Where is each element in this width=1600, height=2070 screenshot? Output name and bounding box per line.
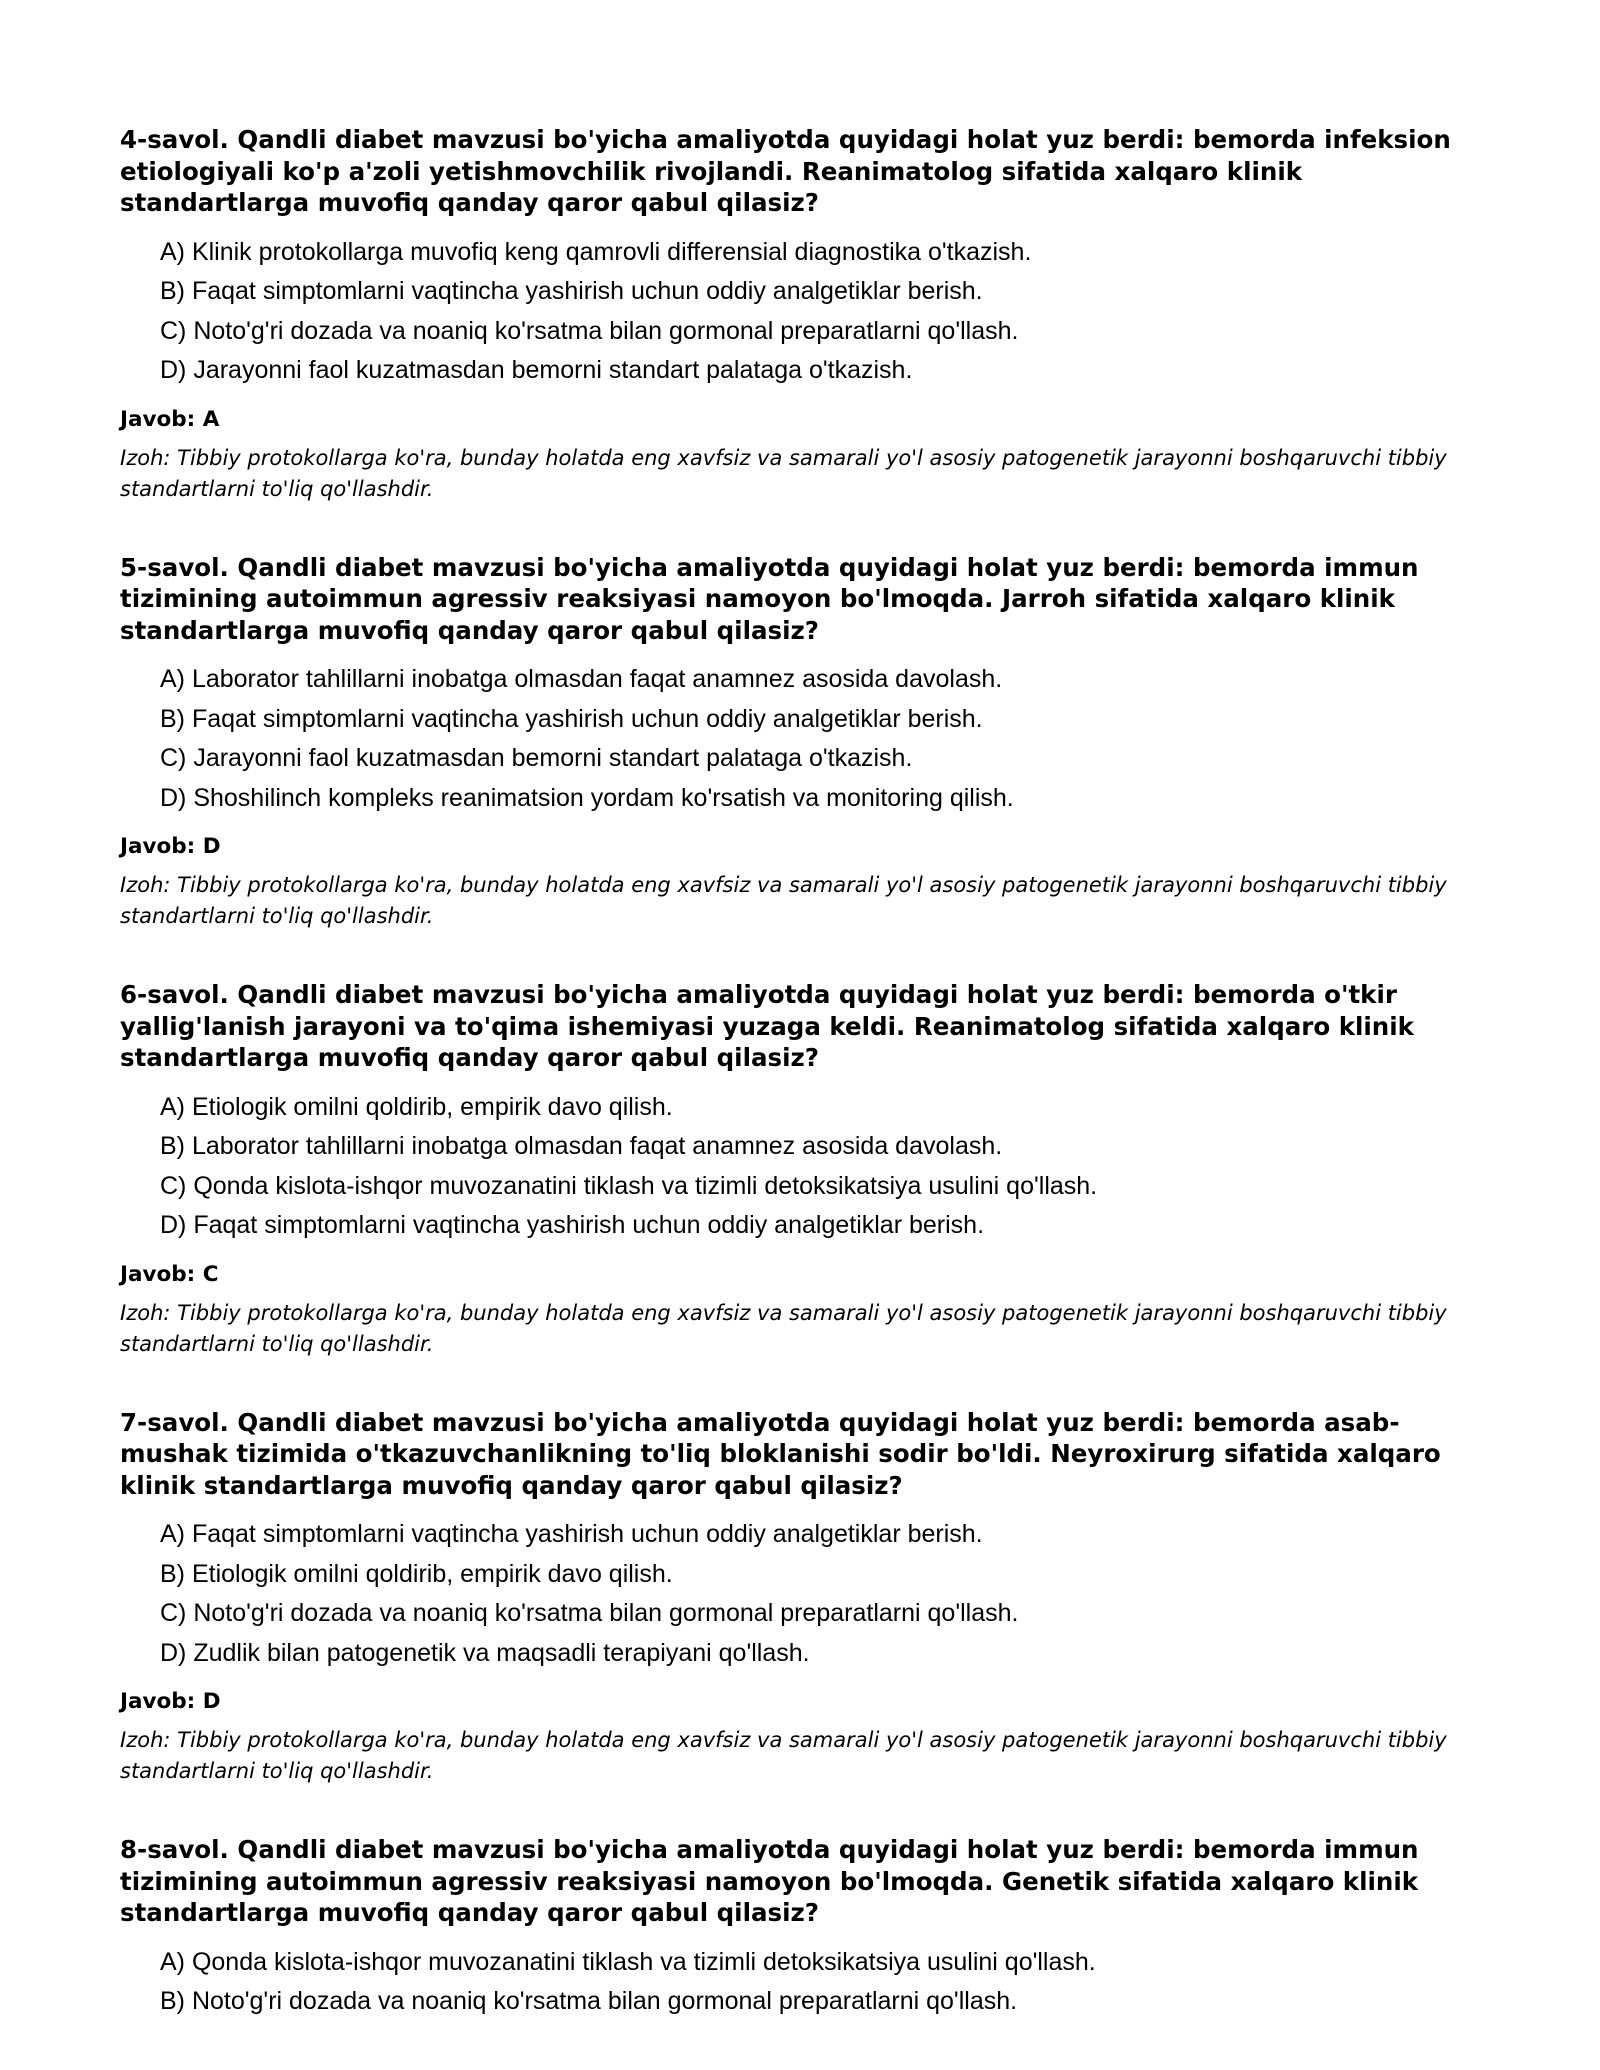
option-b: B) Etiologik omilni qoldirib, empirik davo qilish. [160, 1559, 673, 1588]
option-a: A) Qonda kislota-ishqor muvozanatini tiklash va tizimli detoksikatsiya usulini qo'llash. [160, 1947, 1096, 1976]
option-c: C) Jarayonni faol kuzatmasdan bemorni standart palataga o'tkazish. [160, 744, 913, 772]
option-c: C) Qonda kislota-ishqor muvozanatini tiklash va tizimli detoksikatsiya usulini qo'llash. [160, 1171, 1098, 1200]
option-d: D) Jarayonni faol kuzatmasdan bemorni standart palataga o'tkazish. [160, 356, 913, 384]
explanation-note: Izoh: Tibbiy protokollarga ko'ra, bunday holatda eng xavfsiz va samarali yo'l asosiy patogenetik jarayonni boshqaruvchi tibbiy standartlarni to'liq qo'llashdir. [120, 1728, 1447, 1783]
question-title: 4-savol. Qandli diabet mavzusi bo'yicha amaliyotda quyidagi holat yuz berdi: bemorda infeksion etiologiyali ko'p a'zoli yetishmovchilik rivojlandi. Reanimatolog sifatida xalqaro klinik standartlarga muvofiq qanday qaror qabul qilasiz? [120, 125, 1451, 217]
option-b: B) Laborator tahlillarni inobatga olmasdan faqat anamnez asosida davolash. [160, 1132, 1003, 1160]
answer-label: Javob: C [120, 1261, 219, 1287]
answer-label: Javob: A [120, 406, 220, 432]
option-d: D) Shoshilinch kompleks reanimatsion yordam ko'rsatish va monitoring qilish. [160, 783, 1014, 812]
option-a: A) Faqat simptomlarni vaqtincha yashirish uchun oddiy analgetiklar berish. [160, 1520, 983, 1548]
question-title: 5-savol. Qandli diabet mavzusi bo'yicha amaliyotda quyidagi holat yuz berdi: bemorda immun tizimining autoimmun agressiv reaksiyasi namoyon bo'lmoqda. Jarroh sifatida xalqaro klinik standartlarga muvofiq qanday qaror qabul qilasiz? [120, 552, 1419, 645]
options-list [120, 660, 1480, 818]
option-a: A) Klinik protokollarga muvofiq keng qamrovli differensial diagnostika o'tkazish. [160, 237, 1032, 266]
question-title: 7-savol. Qandli diabet mavzusi bo'yicha amaliyotda quyidagi holat yuz berdi: bemorda asab-mushak tizimida o'tkazuvchanlikning to'liq bloklanishi sodir bo'ldi. Neyroxirurg sifatida xalqaro klinik standartlarga muvofiq qanday qaror qabul qilasiz? [120, 1407, 1441, 1500]
question-5 [120, 552, 1480, 933]
document-page [120, 124, 1480, 2069]
option-b: B) Noto'g'ri dozada va noaniq ko'rsatma bilan gormonal preparatlarni qo'llash. [160, 1987, 1018, 2015]
explanation-note: Izoh: Tibbiy protokollarga ko'ra, bunday holatda eng xavfsiz va samarali yo'l asosiy patogenetik jarayonni boshqaruvchi tibbiy standartlarni to'liq qo'llashdir. [120, 873, 1447, 928]
option-b: B) Faqat simptomlarni vaqtincha yashirish uchun oddiy analgetiklar berish. [160, 704, 983, 733]
question-6 [120, 979, 1480, 1360]
options-list [120, 1088, 1480, 1246]
option-d: D) Faqat simptomlarni vaqtincha yashirish uchun oddiy analgetiklar berish. [160, 1211, 985, 1239]
options-list [120, 1515, 1480, 1673]
question-7 [120, 1407, 1480, 1788]
option-d: D) Zudlik bilan patogenetik va maqsadli terapiyani qo'llash. [160, 1638, 810, 1667]
option-a: A) Etiologik omilni qoldirib, empirik davo qilish. [160, 1092, 673, 1121]
option-a: A) Laborator tahlillarni inobatga olmasdan faqat anamnez asosida davolash. [160, 665, 1003, 693]
question-8 [120, 1834, 1480, 2022]
answer-label: Javob: D [120, 1689, 221, 1714]
question-title: 8-savol. Qandli diabet mavzusi bo'yicha amaliyotda quyidagi holat yuz berdi: bemorda immun tizimining autoimmun agressiv reaksiyasi namoyon bo'lmoqda. Genetik sifatida xalqaro klinik standartlarga muvofiq qanday qaror qabul qilasiz? [120, 1835, 1419, 1927]
answer-label: Javob: D [120, 834, 221, 859]
option-b: B) Faqat simptomlarni vaqtincha yashirish uchun oddiy analgetiklar berish. [160, 277, 983, 305]
options-list [120, 1943, 1480, 2022]
explanation-note: Izoh: Tibbiy protokollarga ko'ra, bunday holatda eng xavfsiz va samarali yo'l asosiy patogenetik jarayonni boshqaruvchi tibbiy standartlarni to'liq qo'llashdir. [120, 1300, 1447, 1356]
option-c: C) Noto'g'ri dozada va noaniq ko'rsatma bilan gormonal preparatlarni qo'llash. [160, 1599, 1019, 1627]
explanation-note: Izoh: Tibbiy protokollarga ko'ra, bunday holatda eng xavfsiz va samarali yo'l asosiy patogenetik jarayonni boshqaruvchi tibbiy standartlarni to'liq qo'llashdir. [120, 445, 1447, 501]
option-c: C) Noto'g'ri dozada va noaniq ko'rsatma bilan gormonal preparatlarni qo'llash. [160, 316, 1019, 345]
options-list [120, 233, 1480, 391]
question-title: 6-savol. Qandli diabet mavzusi bo'yicha amaliyotda quyidagi holat yuz berdi: bemorda o'tkir yallig'lanish jarayoni va to'qima ishemiyasi yuzaga keldi. Reanimatolog sifatida xalqaro klinik standartlarga muvofiq qanday qaror qabul qilasiz? [120, 980, 1414, 1072]
question-4 [120, 124, 1480, 505]
